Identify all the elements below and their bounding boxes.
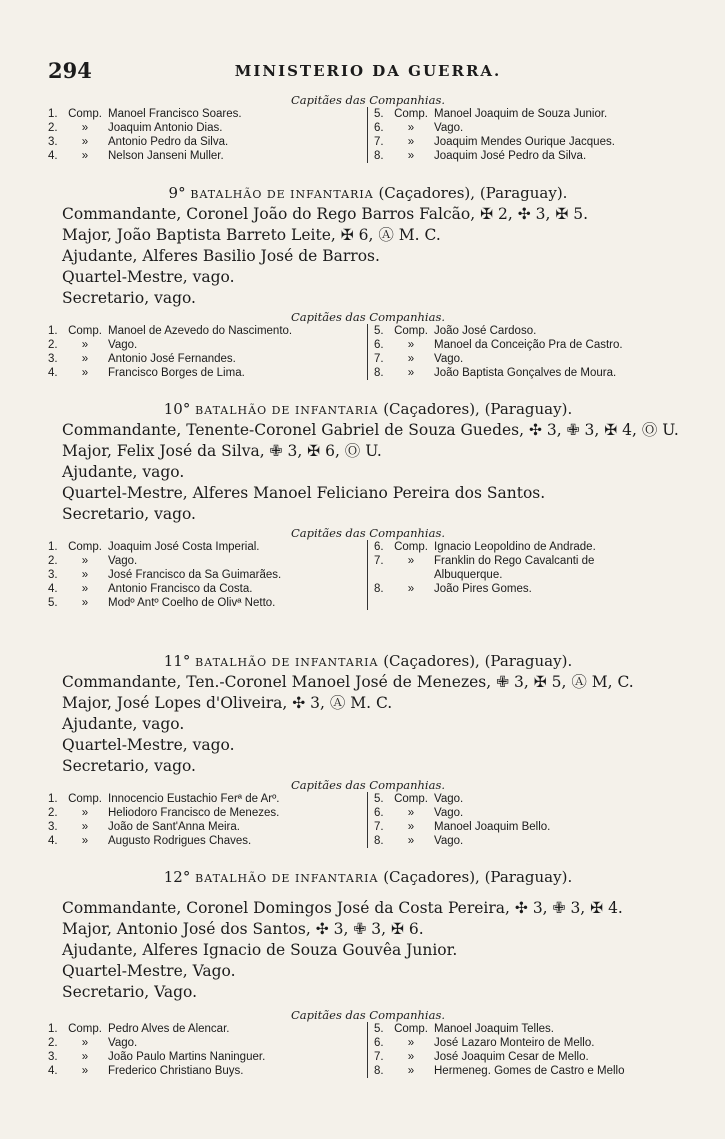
battalion-type: (Caçadores), (Paraguay). [378, 184, 568, 202]
company-row [48, 834, 363, 848]
company-row [374, 1022, 688, 1036]
officer-major: Major, João Baptista Barreto Leite, ✠ 6, Ⓐ M. C. [62, 226, 441, 244]
company-number: 3. [48, 136, 58, 148]
company-row [374, 568, 688, 582]
company-label: » [81, 821, 89, 833]
battalion-kind: BATALHÃO DE INFANTARIA [190, 188, 374, 201]
companies-left [48, 540, 368, 610]
company-label: » [81, 1037, 89, 1049]
captains-title: Capitães das Companhias. [290, 526, 446, 540]
company-number: 5. [374, 793, 384, 805]
company-number: 1. [48, 1023, 58, 1035]
company-captain: Vago. [108, 339, 138, 351]
officer-ajudante: Ajudante, vago. [62, 463, 185, 481]
company-captain: João de Sant'Anna Meira. [108, 821, 240, 833]
company-number: 8. [374, 835, 384, 847]
company-row [374, 1064, 688, 1078]
battalion-12 [48, 866, 688, 1078]
company-row [374, 820, 688, 834]
company-captain: Vago. [108, 555, 138, 567]
company-number: 3. [48, 821, 58, 833]
company-row [374, 352, 688, 366]
battalion-kind: BATALHÃO DE INFANTARIA [195, 656, 379, 669]
company-row [48, 582, 363, 596]
company-number: 5. [48, 597, 58, 609]
company-captain: Vago. [434, 793, 464, 805]
company-number: 1. [48, 793, 58, 805]
company-number: 3. [48, 353, 58, 365]
company-number: 8. [374, 1065, 384, 1077]
company-captain: Vago. [434, 807, 464, 819]
company-label: Comp. [68, 325, 102, 337]
companies-table [48, 324, 688, 380]
company-captain: Joaquim Antonio Dias. [108, 122, 223, 134]
company-captain: Vago. [434, 122, 464, 134]
company-number: 2. [48, 555, 58, 567]
company-row [374, 582, 688, 596]
company-row [374, 135, 688, 149]
company-row [374, 1050, 688, 1064]
company-row [48, 806, 363, 820]
company-captain: José Lazaro Monteiro de Mello. [434, 1037, 595, 1049]
company-label: Comp. [68, 541, 102, 553]
company-row [48, 820, 363, 834]
company-row [374, 1036, 688, 1050]
companies-left [48, 792, 368, 848]
battalion-type: (Caçadores), (Paraguay). [383, 652, 573, 670]
officer-secretario: Secretario, Vago. [62, 983, 197, 1001]
company-label: » [407, 136, 415, 148]
company-captain: Pedro Alves de Alencar. [108, 1023, 230, 1035]
company-captain: Manoel Joaquim de Souza Junior. [434, 108, 608, 120]
company-row [374, 149, 688, 163]
company-label: » [407, 339, 415, 351]
company-label: » [81, 597, 89, 609]
company-row [48, 554, 363, 568]
company-captain: Vago. [108, 1037, 138, 1049]
company-label: » [407, 1065, 415, 1077]
company-row [48, 596, 363, 610]
captains-title: Capitães das Companhias. [290, 93, 446, 107]
company-number: 1. [48, 108, 58, 120]
company-row [48, 149, 363, 163]
company-row [374, 324, 688, 338]
company-row [48, 338, 363, 352]
company-captain: Manoel da Conceição Pra de Castro. [434, 339, 623, 351]
company-label: » [81, 122, 89, 134]
company-number: 1. [48, 541, 58, 553]
company-captain: Joaquim José Costa Imperial. [108, 541, 260, 553]
company-row [374, 366, 688, 380]
company-label: Comp. [394, 325, 428, 337]
company-label: » [81, 583, 89, 595]
company-number: 5. [374, 1023, 384, 1035]
battalion-number: 9° [168, 184, 186, 202]
company-captain: Manoel Joaquim Bello. [434, 821, 551, 833]
company-number: 7. [374, 136, 384, 148]
company-captain: Hermeneg. Gomes de Castro e Mello [434, 1065, 625, 1077]
company-number: 5. [374, 108, 384, 120]
officer-commandante: Commandante, Coronel Domingos José da Costa Pereira, ✣ 3, ✙ 3, ✠ 4. [62, 899, 623, 917]
company-number: 2. [48, 1037, 58, 1049]
officer-quartel-mestre: Quartel-Mestre, Alferes Manoel Feliciano Pereira dos Santos. [62, 484, 546, 502]
company-number: 7. [374, 353, 384, 365]
battalion-type: (Caçadores), (Paraguay). [383, 400, 573, 418]
company-captain: Nelson Janseni Muller. [108, 150, 224, 162]
officer-major: Major, Antonio José dos Santos, ✣ 3, ✙ 3, ✠ 6. [62, 920, 424, 938]
battalion-type: (Caçadores), (Paraguay). [383, 868, 573, 886]
company-row [48, 568, 363, 582]
company-label: » [81, 835, 89, 847]
company-label [388, 568, 434, 582]
companies-right [368, 1022, 688, 1078]
company-number: 6. [374, 122, 384, 134]
company-captain: Antonio Francisco da Costa. [108, 583, 253, 595]
officer-major: Major, Felix José da Silva, ✙ 3, ✠ 6, Ⓞ U. [62, 442, 382, 460]
company-captain: Vago. [434, 353, 464, 365]
company-label: Comp. [68, 793, 102, 805]
company-number: 1. [48, 325, 58, 337]
battalion-heading [48, 182, 688, 204]
company-row [374, 107, 688, 121]
company-number: 2. [48, 339, 58, 351]
company-row [48, 1064, 363, 1078]
company-row [48, 792, 363, 806]
company-label: » [407, 1051, 415, 1063]
company-number: 7. [374, 1051, 384, 1063]
company-number: 4. [48, 367, 58, 379]
company-captain: Albuquerque. [434, 569, 503, 581]
officer-commandante: Commandante, Ten.-Coronel Manoel José de Menezes, ✙ 3, ✠ 5, Ⓐ M, C. [62, 673, 634, 691]
company-label: » [407, 807, 415, 819]
companies-table [48, 540, 688, 610]
battalion-number: 12° [163, 868, 191, 886]
company-row [48, 1050, 363, 1064]
company-row [374, 792, 688, 806]
battalion-heading [48, 866, 688, 888]
company-row [48, 366, 363, 380]
company-row [48, 540, 363, 554]
company-label: » [81, 807, 89, 819]
company-label: » [81, 339, 89, 351]
company-captain: Vago. [434, 835, 464, 847]
company-label: » [81, 569, 89, 581]
company-captain: Joaquim José Pedro da Silva. [434, 150, 587, 162]
company-captain: Frederico Christiano Buys. [108, 1065, 244, 1077]
companies-right [368, 324, 688, 380]
company-label: » [81, 353, 89, 365]
company-captain: Ignacio Leopoldino de Andrade. [434, 541, 596, 553]
officer-quartel-mestre: Quartel-Mestre, Vago. [62, 962, 236, 980]
companies-table [48, 1022, 688, 1078]
captains-title: Capitães das Companhias. [290, 778, 446, 792]
company-number: 2. [48, 807, 58, 819]
company-number: 3. [48, 1051, 58, 1063]
company-captain: Innocencio Eustachio Ferª de Arº. [108, 793, 280, 805]
company-row [48, 324, 363, 338]
company-number: 4. [48, 583, 58, 595]
company-number: 2. [48, 122, 58, 134]
company-row [48, 135, 363, 149]
companies-left [48, 324, 368, 380]
company-captain: Manoel Joaquim Telles. [434, 1023, 554, 1035]
officer-list [48, 204, 688, 309]
company-number: 4. [48, 835, 58, 847]
company-label: Comp. [394, 1023, 428, 1035]
company-captain: José Francisco da Sa Guimarães. [108, 569, 282, 581]
company-label: » [407, 367, 415, 379]
officer-ajudante: Ajudante, vago. [62, 715, 185, 733]
officer-secretario: Secretario, vago. [62, 289, 196, 307]
company-label: » [81, 1051, 89, 1063]
company-captain: Manoel Francisco Soares. [108, 108, 242, 120]
company-label: Comp. [68, 108, 102, 120]
company-captain: Heliodoro Francisco de Menezes. [108, 807, 280, 819]
officer-quartel-mestre: Quartel-Mestre, vago. [62, 268, 235, 286]
battalion-number: 10° [163, 400, 191, 418]
company-number: 3. [48, 569, 58, 581]
company-row [374, 540, 688, 554]
page-number: 294 [48, 58, 92, 83]
officer-list [48, 420, 688, 525]
company-label: » [407, 150, 415, 162]
company-captain: João José Cardoso. [434, 325, 537, 337]
company-captain: Franklin do Rego Cavalcanti de [434, 555, 595, 567]
company-row [374, 834, 688, 848]
company-label: » [407, 555, 415, 567]
company-number: 8. [374, 367, 384, 379]
company-number: 7. [374, 821, 384, 833]
companies-right [368, 107, 688, 163]
companies-right [368, 792, 688, 848]
company-label: Comp. [394, 793, 428, 805]
company-number: 8. [374, 150, 384, 162]
company-row [48, 1022, 363, 1036]
company-label: » [407, 583, 415, 595]
company-label: Comp. [394, 108, 428, 120]
company-captain: José Joaquim Cesar de Mello. [434, 1051, 589, 1063]
battalion-continued [48, 92, 688, 163]
officer-quartel-mestre: Quartel-Mestre, vago. [62, 736, 235, 754]
officer-major: Major, José Lopes d'Oliveira, ✣ 3, Ⓐ M. C. [62, 694, 393, 712]
officer-list [48, 672, 688, 777]
company-captain: Augusto Rodrigues Chaves. [108, 835, 252, 847]
running-title: MINISTERIO DA GUERRA. [234, 62, 502, 80]
company-label: » [81, 136, 89, 148]
company-number: 7. [374, 555, 384, 567]
battalion-11 [48, 650, 688, 848]
captains-title: Capitães das Companhias. [290, 1008, 446, 1022]
officer-secretario: Secretario, vago. [62, 757, 196, 775]
officer-commandante: Commandante, Tenente-Coronel Gabriel de Souza Guedes, ✣ 3, ✙ 3, ✠ 4, Ⓞ U. [62, 421, 679, 439]
company-row [374, 806, 688, 820]
captains-title: Capitães das Companhias. [290, 310, 446, 324]
company-label: » [407, 1037, 415, 1049]
battalion-9 [48, 182, 688, 380]
company-number [374, 568, 388, 582]
companies-left [48, 107, 368, 163]
officer-ajudante: Ajudante, Alferes Basilio José de Barros. [62, 247, 380, 265]
company-row [48, 1036, 363, 1050]
company-row [374, 554, 688, 568]
company-captain: João Baptista Gonçalves de Moura. [434, 367, 617, 379]
company-label: » [407, 122, 415, 134]
company-number: 6. [374, 1037, 384, 1049]
company-number: 8. [374, 583, 384, 595]
company-row [48, 121, 363, 135]
company-captain: Antonio José Fernandes. [108, 353, 236, 365]
company-captain: Manoel de Azevedo do Nascimento. [108, 325, 293, 337]
running-header [48, 58, 688, 86]
company-number: 6. [374, 541, 384, 553]
battalion-kind: BATALHÃO DE INFANTARIA [195, 404, 379, 417]
company-label: » [407, 821, 415, 833]
officer-secretario: Secretario, vago. [62, 505, 196, 523]
battalion-heading [48, 650, 688, 672]
company-row [374, 121, 688, 135]
companies-table [48, 792, 688, 848]
company-number: 4. [48, 150, 58, 162]
company-captain: Joaquim Mendes Ourique Jacques. [434, 136, 615, 148]
company-row [48, 352, 363, 366]
company-number: 5. [374, 325, 384, 337]
company-row [48, 107, 363, 121]
company-label: » [407, 353, 415, 365]
company-label: Comp. [394, 541, 428, 553]
company-captain: Modº Antº Coelho de Olivª Netto. [108, 597, 276, 609]
company-label: » [81, 1065, 89, 1077]
company-captain: Antonio Pedro da Silva. [108, 136, 229, 148]
company-captain: João Pires Gomes. [434, 583, 532, 595]
company-label: » [81, 367, 89, 379]
battalion-heading [48, 398, 688, 420]
officer-commandante: Commandante, Coronel João do Rego Barros Falcão, ✠ 2, ✣ 3, ✠ 5. [62, 205, 589, 223]
company-number: 6. [374, 339, 384, 351]
company-label: » [407, 835, 415, 847]
battalion-10 [48, 398, 688, 610]
officer-ajudante: Ajudante, Alferes Ignacio de Souza Gouvêa Junior. [62, 941, 458, 959]
company-number: 4. [48, 1065, 58, 1077]
company-label: Comp. [68, 1023, 102, 1035]
companies-left [48, 1022, 368, 1078]
company-label: » [81, 150, 89, 162]
companies-right [368, 540, 688, 610]
company-number: 6. [374, 807, 384, 819]
company-captain: João Paulo Martins Naninguer. [108, 1051, 266, 1063]
companies-table [48, 107, 688, 163]
company-label: » [81, 555, 89, 567]
officer-list [48, 898, 688, 1003]
company-captain: Francisco Borges de Lima. [108, 367, 245, 379]
battalion-kind: BATALHÃO DE INFANTARIA [195, 872, 379, 885]
battalion-number: 11° [163, 652, 191, 670]
company-row [374, 338, 688, 352]
